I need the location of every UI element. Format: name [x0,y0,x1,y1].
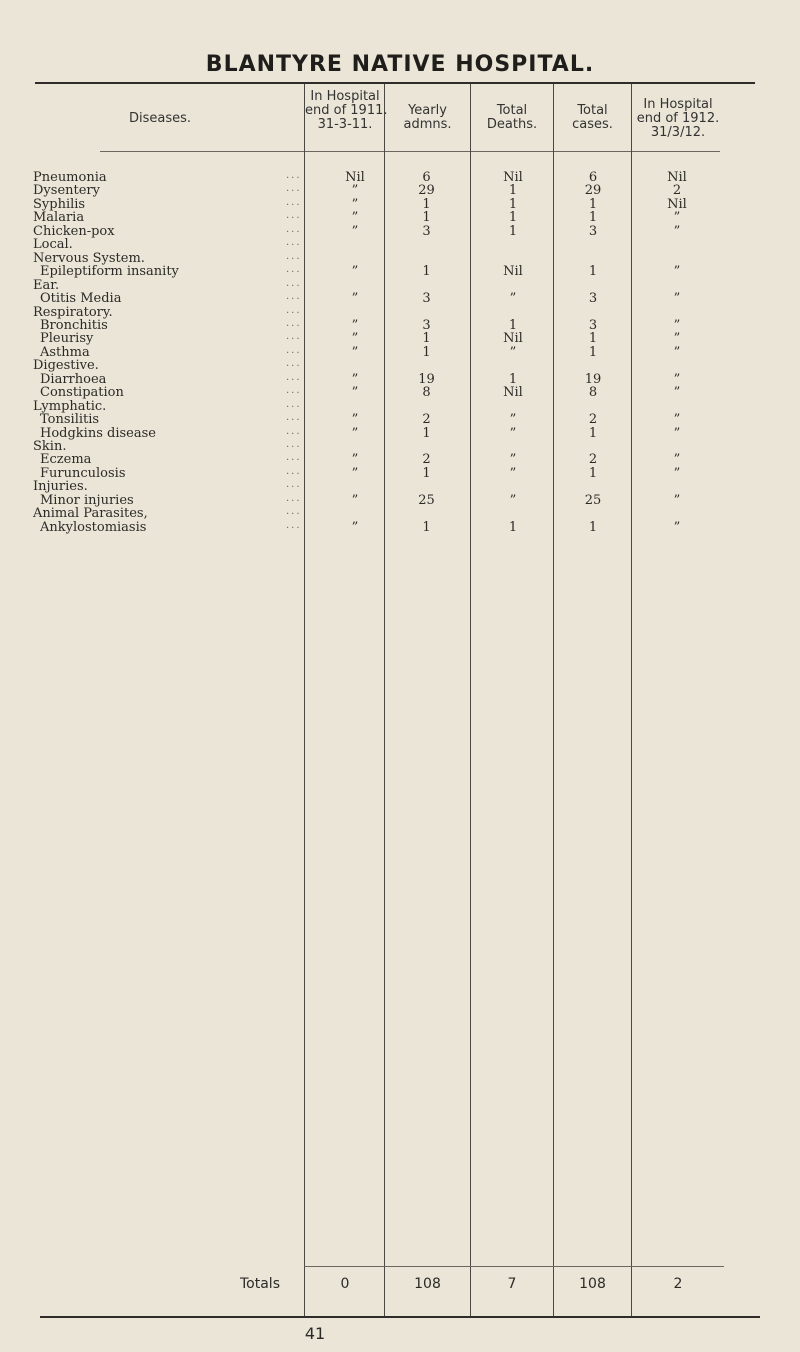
cell-c2: 1 [422,465,431,481]
leader-dots: ... [286,210,302,222]
leader-dots: ... [286,412,302,424]
cell-c1: ” [351,344,359,360]
disease-name: Pneumonia [33,170,107,185]
leader-dots: ... [286,344,302,356]
disease-name: Minor injuries [40,492,134,508]
table-row [0,170,800,184]
leader-dots: ... [286,398,302,410]
table-row [0,439,800,453]
disease-name: Ankylostomiasis [40,519,147,535]
cell-c5: ” [673,452,681,468]
leader-dots: ... [286,371,302,383]
disease-name: Tonsilitis [40,412,100,428]
cell-c5: Nil [667,196,687,212]
cell-c5: ” [673,264,681,280]
cell-c3: ” [509,344,517,360]
cell-c3: 1 [508,183,518,199]
cell-c1: ” [351,452,359,468]
header-in-hospital-end: In Hospital end of 1912. 31/3/12. [636,97,720,140]
cell-c4: 1 [588,519,598,535]
header-diseases: Diseases. [128,111,192,126]
table-row [0,452,800,466]
leader-dots: ... [286,331,302,343]
cell-c3: 1 [508,371,518,387]
table-row [0,479,800,493]
disease-name: Epileptiform insanity [40,264,179,280]
cell-c1: ” [351,425,359,441]
leader-dots: ... [286,439,302,450]
cell-c1: ” [351,465,359,481]
table-row [0,183,800,197]
disease-name: Animal Parasites, [33,506,148,522]
cell-c5: Nil [667,170,687,185]
disease-name: Diarrhoea [40,371,107,387]
cell-c2: 25 [418,492,435,508]
cell-c2: 1 [422,519,431,535]
disease-name: Injuries. [33,479,88,495]
disease-name: Syphilis [33,196,86,212]
disease-name: Chicken-pox [33,223,115,239]
cell-c5: ” [673,223,681,239]
disease-name: Local. [33,237,73,253]
table-row [0,426,800,440]
disease-name: Pleurisy [40,331,94,347]
cell-c1: ” [351,519,359,535]
cell-c3: Nil [503,264,523,280]
cell-c5: 2 [672,183,682,199]
disease-name: Otitis Media [40,291,122,307]
cell-c4: 1 [588,465,598,481]
table-row [0,251,800,265]
total-in-hospital-start: 0 [340,1276,350,1292]
top-rule [35,82,755,84]
cell-c5: ” [673,425,681,441]
header-total-deaths: Total Deaths. [486,103,538,132]
cell-c4: 3 [588,291,598,307]
cell-c3: ” [509,425,517,441]
cell-c4: 1 [588,425,598,441]
cell-c3: 1 [508,519,518,535]
cell-c3: 1 [508,196,518,212]
table-row [0,291,800,305]
disease-name: Asthma [40,344,90,360]
table-row [0,264,800,278]
cell-c4: 3 [588,317,598,333]
leader-dots: ... [286,465,302,477]
total-in-hospital-end: 2 [673,1276,683,1292]
disease-name: Respiratory. [33,304,113,320]
cell-c1: ” [351,412,359,428]
cell-c2: 1 [422,425,431,441]
cell-c5: ” [673,412,681,428]
cell-c4: 1 [588,331,598,347]
cell-c5: ” [673,344,681,360]
cell-c3: ” [509,452,517,468]
cell-c2: 8 [422,385,431,401]
cell-c3: Nil [503,170,523,185]
disease-name: Skin. [33,439,67,454]
cell-c4: 29 [584,183,602,199]
leader-dots: ... [286,385,302,397]
disease-name: Hodgkins disease [40,425,156,441]
cell-c3: ” [509,291,517,307]
cell-c4: 1 [588,344,598,360]
cell-c2: 3 [422,223,431,239]
disease-name: Dysentery [33,183,100,199]
cell-c1: ” [351,331,359,347]
cell-c3: 1 [508,317,518,333]
bottom-rule [40,1316,760,1318]
cell-c4: 6 [588,170,598,185]
cell-c5: ” [673,519,681,535]
table-row [0,331,800,345]
table-row [0,210,800,224]
disease-name: Nervous System. [33,250,145,266]
cell-c5: ” [673,210,681,226]
page-number: 41 [304,1324,326,1343]
total-cases: 108 [579,1276,606,1292]
table-row [0,466,800,480]
leader-dots: ... [286,358,302,370]
cell-c3: 1 [508,223,518,239]
table-row [0,385,800,399]
leader-dots: ... [286,479,302,491]
table-row [0,520,800,534]
cell-c1: ” [351,385,359,401]
leader-dots: ... [286,237,302,249]
table-row [0,372,800,386]
leader-dots: ... [286,183,302,195]
cell-c4: 8 [588,385,598,401]
leader-dots: ... [286,264,302,276]
table-row [0,493,800,507]
disease-name: Eczema [40,452,92,468]
table-row [0,399,800,413]
table-row [0,412,800,426]
page-title: BLANTYRE NATIVE HOSPITAL. [205,52,595,77]
cell-c5: ” [673,492,681,508]
cell-c4: 2 [588,452,598,468]
cell-c2: 1 [422,264,431,280]
table-row [0,224,800,238]
cell-c1: ” [351,291,359,307]
cell-c5: ” [673,317,681,333]
cell-c3: ” [509,465,517,481]
cell-c4: 19 [584,371,602,387]
leader-dots: ... [286,304,302,316]
cell-c1: ” [351,317,359,333]
cell-c4: 25 [584,492,602,508]
leader-dots: ... [286,492,302,504]
cell-c1: ” [351,223,359,239]
cell-c1: ” [351,264,359,280]
disease-name: Bronchitis [40,317,108,333]
totals-rule [304,1266,724,1267]
cell-c1: ” [351,196,359,212]
cell-c3: ” [509,492,517,508]
cell-c1: ” [351,492,359,508]
leader-dots: ... [286,506,302,518]
cell-c1: ” [351,210,359,226]
cell-c3: Nil [503,331,523,347]
cell-c2: 2 [422,412,431,428]
total-yearly-admns: 108 [414,1276,441,1292]
header-yearly-admns: Yearly admns. [403,103,452,132]
cell-c2: 1 [422,196,431,212]
table-row [0,345,800,359]
cell-c1: Nil [345,170,365,185]
cell-c2: 3 [422,291,431,307]
cell-c2: 1 [422,344,431,360]
cell-c2: 6 [422,170,431,185]
total-deaths: 7 [507,1276,517,1292]
table-row [0,506,800,520]
cell-c2: 1 [422,210,431,226]
table-row [0,318,800,332]
cell-c4: 1 [588,196,598,212]
cell-c5: ” [673,371,681,387]
cell-c2: 29 [418,183,435,199]
disease-name: Furunculosis [40,465,126,481]
table-row [0,237,800,251]
cell-c2: 1 [422,331,431,347]
leader-dots: ... [286,277,302,289]
cell-c2: 2 [422,452,431,468]
cell-c4: 1 [588,264,598,280]
cell-c3: ” [509,412,517,428]
cell-c5: ” [673,385,681,401]
leader-dots: ... [286,452,302,464]
leader-dots: ... [286,196,302,208]
table-row [0,278,800,292]
cell-c2: 3 [422,317,431,333]
table-row [0,305,800,319]
header-rule [100,151,720,152]
cell-c5: ” [673,291,681,307]
disease-name: Digestive. [33,358,99,374]
cell-c4: 3 [588,223,598,239]
leader-dots: ... [286,425,302,437]
cell-c3: 1 [508,210,518,226]
leader-dots: ... [286,250,302,262]
disease-name: Lymphatic. [33,398,107,414]
disease-name: Ear. [33,277,60,293]
disease-name: Constipation [40,385,124,401]
cell-c2: 19 [418,371,435,387]
cell-c4: 2 [588,412,598,428]
disease-name: Malaria [33,210,85,226]
table-row [0,197,800,211]
cell-c1: ” [351,183,359,199]
header-in-hospital-start: In Hospital end of 1911. 31-3-11. [305,89,388,132]
leader-dots: ... [286,317,302,329]
cell-c1: ” [351,371,359,387]
totals-label: Totals [240,1276,280,1292]
leader-dots: ... [286,519,302,531]
leader-dots: ... [286,223,302,235]
cell-c5: ” [673,331,681,347]
leader-dots: ... [286,170,302,181]
cell-c3: Nil [503,385,523,401]
table-row [0,358,800,372]
header-total-cases: Total cases. [572,103,613,132]
cell-c5: ” [673,465,681,481]
cell-c4: 1 [588,210,598,226]
leader-dots: ... [286,291,302,303]
